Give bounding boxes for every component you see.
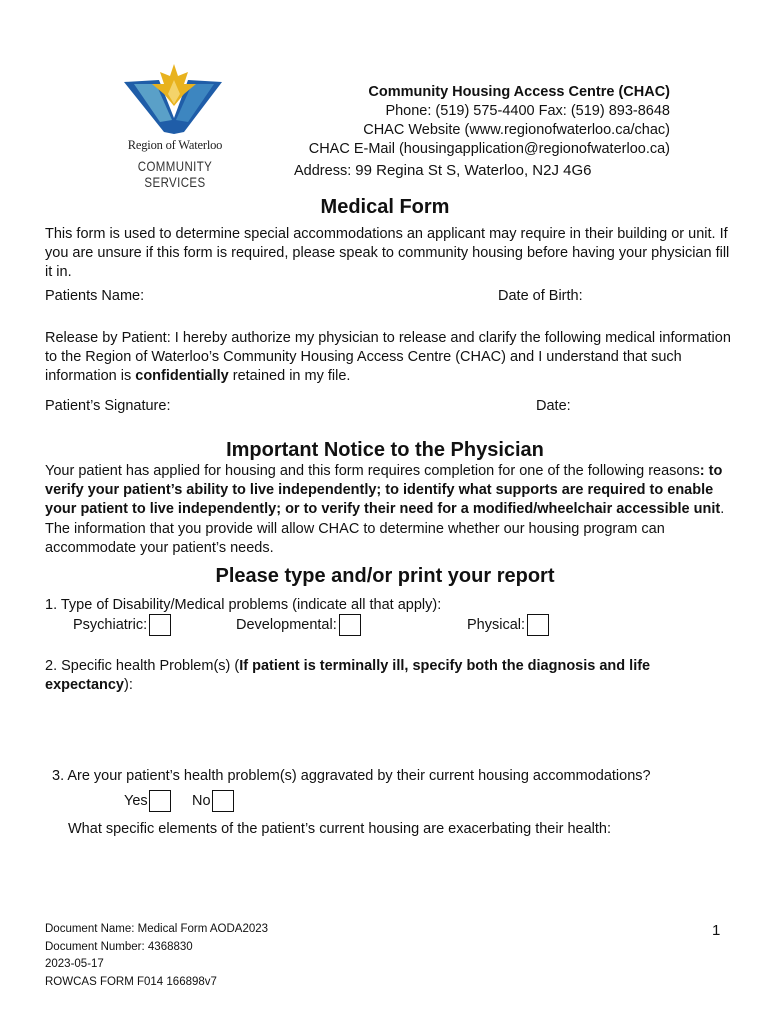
question-2-b: ): xyxy=(124,677,133,694)
header-phone: Phone: (519) 575-4400 Fax: (519) 893-8648 xyxy=(385,103,670,119)
notice-text xyxy=(45,462,735,558)
option-physical xyxy=(467,614,549,636)
form-title: Medical Form xyxy=(320,196,450,218)
footer xyxy=(45,921,268,991)
logo-org-name: Region of Waterloo xyxy=(127,138,223,152)
footer-doc-name: Document Name: Medical Form AODA2023 xyxy=(45,923,269,935)
option-yes-label: Yes xyxy=(124,793,148,809)
footer-form-id: ROWCAS FORM F014 166898v7 xyxy=(45,975,217,988)
option-physical-label: Physical: xyxy=(467,617,526,633)
notice-text-b: . The information that you provide will allow CHAC to determine whether our housing program can accommodate your patient’s needs. xyxy=(45,501,725,556)
psychiatric-checkbox[interactable] xyxy=(149,614,171,636)
logo-mark xyxy=(124,64,222,134)
question-2-a: 2. Specific health Problem(s) ( xyxy=(45,658,240,674)
header-title: Community Housing Access Centre (CHAC) xyxy=(368,84,670,100)
option-developmental-label: Developmental: xyxy=(236,617,337,633)
logo-department: COMMUNITY SERVICES xyxy=(137,158,213,190)
header-address xyxy=(294,161,674,182)
dob-label: Date of Birth: xyxy=(498,288,583,304)
header-website: CHAC Website (www.regionofwaterloo.ca/chac) xyxy=(363,122,670,138)
date-label: Date: xyxy=(536,398,571,414)
footer-date: 2023-05-17 xyxy=(45,958,104,970)
question-2-bold: If patient is terminally ill, specify both the diagnosis and life expectancy xyxy=(45,658,651,694)
page-number: 1 xyxy=(712,922,721,939)
question-3: 3. Are your patient’s health problem(s) aggravated by their current housing accommodations? xyxy=(52,768,651,784)
footer-doc-number: Document Number: 4368830 xyxy=(45,940,193,953)
notice-text-bold: : to verify your patient’s ability to live independently; to identify what supports are required to enable your patient to live independently; or to verify their need for a modified/wheelchair accessible unit xyxy=(45,463,723,518)
physical-checkbox[interactable] xyxy=(527,614,549,636)
notice-title: Important Notice to the Physician xyxy=(226,439,544,461)
address-label: Address: xyxy=(294,163,352,179)
option-developmental xyxy=(236,614,361,636)
question-1: 1. Type of Disability/Medical problems (indicate all that apply): xyxy=(45,597,442,613)
header-email: CHAC E-Mail (housingapplication@regionofwaterloo.ca) xyxy=(308,141,670,157)
release-text-b: retained in my file. xyxy=(228,368,351,385)
signature-label: Patient’s Signature: xyxy=(45,398,171,414)
no-checkbox[interactable] xyxy=(212,790,234,812)
option-no xyxy=(192,790,234,812)
option-psychiatric xyxy=(73,614,171,636)
question-2 xyxy=(45,657,735,695)
notice-text-a: Your patient has applied for housing and this form requires completion for one of the following reasons xyxy=(45,463,700,479)
question-3-followup: What specific elements of the patient’s current housing are exacerbating their health: xyxy=(68,821,611,837)
release-text xyxy=(45,329,735,387)
developmental-checkbox[interactable] xyxy=(339,614,361,636)
option-psychiatric-label: Psychiatric: xyxy=(73,617,148,633)
address-value: 99 Regina St S, Waterloo, N2J 4G6 xyxy=(355,162,592,179)
patient-name-label: Patients Name: xyxy=(45,288,145,304)
option-yes xyxy=(124,790,171,812)
option-no-label: No xyxy=(192,793,211,809)
release-text-a: Release by Patient: I hereby authorize my physician to release and clarify the following medical information to the Region of Waterloo’s Community Housing Access Centre (CHAC) and I understand that such information is xyxy=(45,330,731,385)
yes-checkbox[interactable] xyxy=(149,790,171,812)
report-title: Please type and/or print your report xyxy=(215,565,555,587)
form-intro: This form is used to determine special accommodations an applicant may require in their building or unit. If you are unsure if this form is required, please speak to community housing before having your physician fill it in. xyxy=(45,226,730,281)
release-text-bold: confidentially xyxy=(135,368,229,385)
